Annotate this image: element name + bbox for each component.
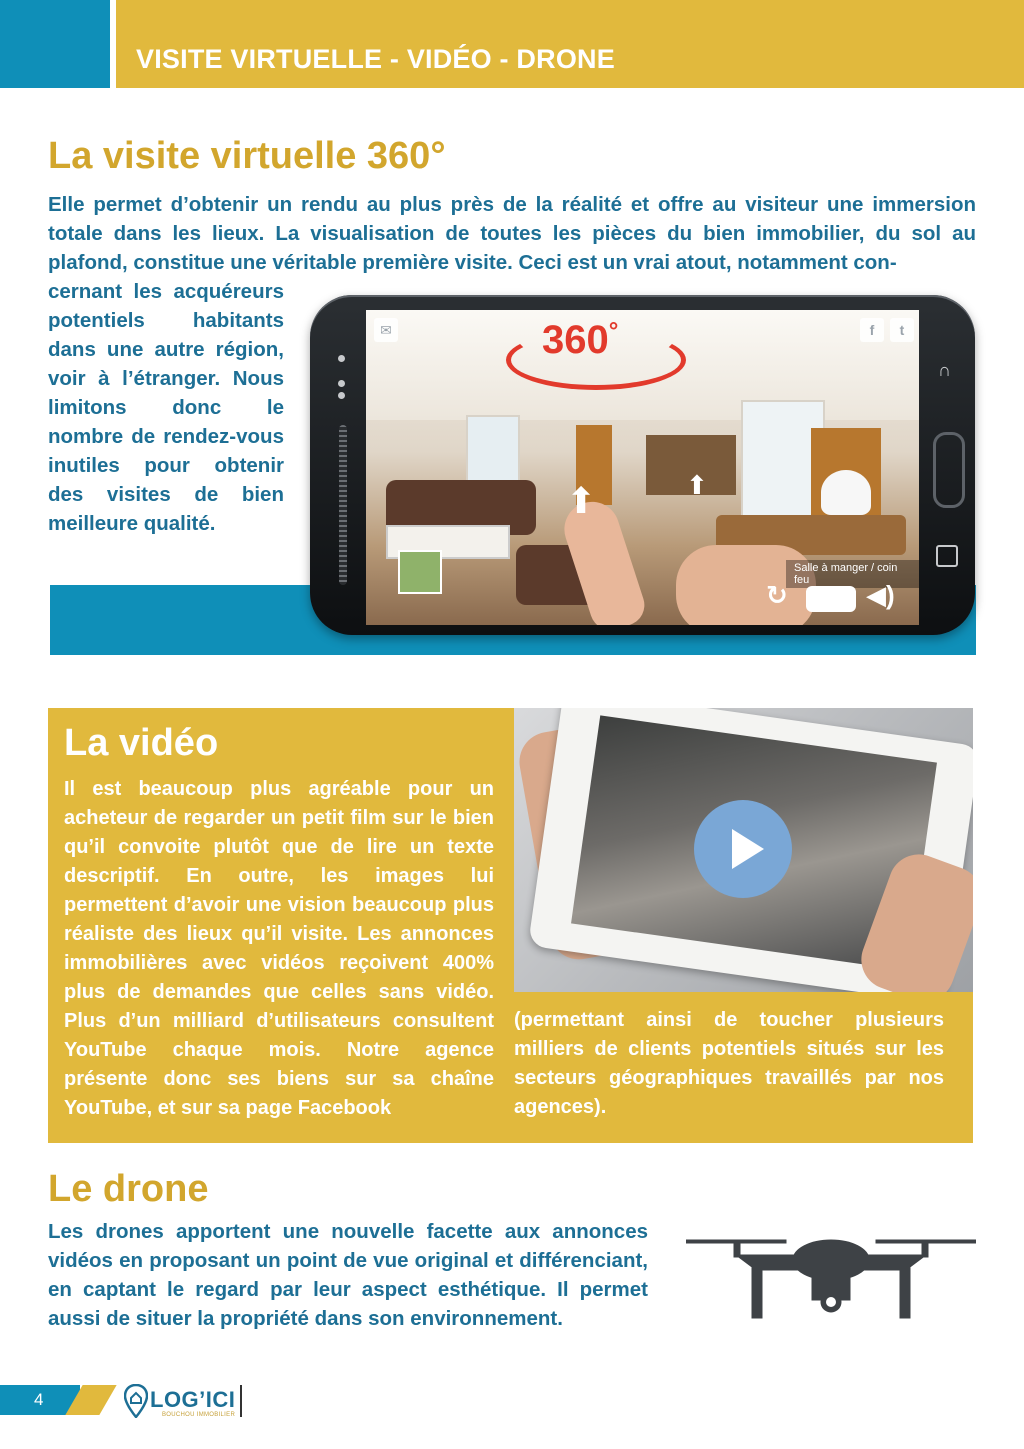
drone-icon: [686, 1210, 976, 1340]
header-blue-block: [0, 0, 110, 88]
navigate-forward-arrow-icon[interactable]: ⬆: [566, 480, 597, 521]
degree-symbol: °: [608, 318, 619, 345]
logo-subtext: BOUCHOU IMMOBILIER: [162, 1412, 236, 1418]
mail-icon[interactable]: ✉: [374, 318, 398, 342]
section-virtual-paragraph: Elle permet d’obtenir un rendu au plus près de la réalité et offre au visiteur une immersion totale dans les lieux. La visualisation de toutes les pièces du bien immobilier, du sol au plafond, constitue une véritable première visite. Ceci est un vrai atout, notamment con-: [48, 193, 976, 274]
navigate-arrow-icon[interactable]: ⬆: [686, 470, 708, 500]
section-drone-paragraph: Les drones apportent une nouvelle facette aux annonces vidéos en proposant un point de vue original et différenciant, en captant le regard par leur aspect esthétique. Il permet aussi de situer la propriété dans son environnement.: [48, 1220, 648, 1330]
play-button-icon[interactable]: [694, 800, 792, 898]
logo-text: LOG’ICI: [150, 1387, 236, 1412]
section-virtual-paragraph-continued: cernant les acquéreurs potentiels habitants dans une autre région, voir à l’étranger. Nous limitons donc le nombre de rendez-vous inutiles pour obtenir des visites de bien meilleure qualité.: [48, 280, 284, 535]
play-triangle-icon: [732, 829, 764, 869]
thumbnail-preview[interactable]: [398, 550, 442, 594]
rotate-icon[interactable]: ↻: [766, 580, 788, 610]
section-video-title: La vidéo: [64, 722, 219, 764]
phone-home-button: [933, 432, 965, 508]
phone-sensor-dot: [338, 392, 345, 399]
section-virtual-title: La visite virtuelle 360°: [48, 135, 446, 177]
header-title: VISITE VIRTUELLE - VIDÉO - DRONE: [136, 44, 615, 74]
phone-menu-icon: [936, 545, 958, 567]
twitter-icon[interactable]: t: [890, 318, 914, 342]
footer-divider: [240, 1385, 242, 1417]
phone-sensor-dot: [338, 380, 345, 387]
section-video-paragraph-right: (permettant ainsi de toucher plusieurs milliers de clients potentiels situés sur les secteurs géographiques travaillés par nos agences).: [514, 1009, 944, 1118]
phone-camera-dot: [338, 355, 345, 362]
location-pin-logo-icon: [124, 1384, 148, 1418]
badge-360-text: 360: [542, 318, 609, 362]
room-caption: Salle à manger / coin feu: [786, 560, 919, 588]
badge-360: [542, 318, 618, 363]
phone-back-icon: ∩: [938, 360, 951, 380]
phone-speaker-grille: [339, 425, 347, 585]
section-video-paragraph-left: Il est beaucoup plus agréable pour un acheteur de regarder un petit film sur le bien qu’il convoite plutôt que de lire un texte descriptif. En outre, les images lui permettent d’avoir une vision beaucoup plus réaliste des lieux qu’il visite. Les annonces immobilières avec vidéos reçoivent 400% plus de demandes que celles sans vidéo. Plus d’un milliard d’utilisateurs consultent YouTube chaque mois. Notre agence présente donc ses biens sur sa chaîne YouTube, et sur sa page Facebook: [64, 778, 494, 1119]
section-drone-title: Le drone: [48, 1168, 209, 1210]
sound-icon[interactable]: ◀): [866, 580, 895, 610]
vr-headset-icon[interactable]: [806, 586, 856, 612]
tablet-video-photo: [514, 708, 973, 992]
page-number: 4: [34, 1390, 44, 1409]
flower-vase: [821, 470, 871, 515]
facebook-icon[interactable]: f: [860, 318, 884, 342]
virtual-tour-screen: [366, 310, 919, 625]
